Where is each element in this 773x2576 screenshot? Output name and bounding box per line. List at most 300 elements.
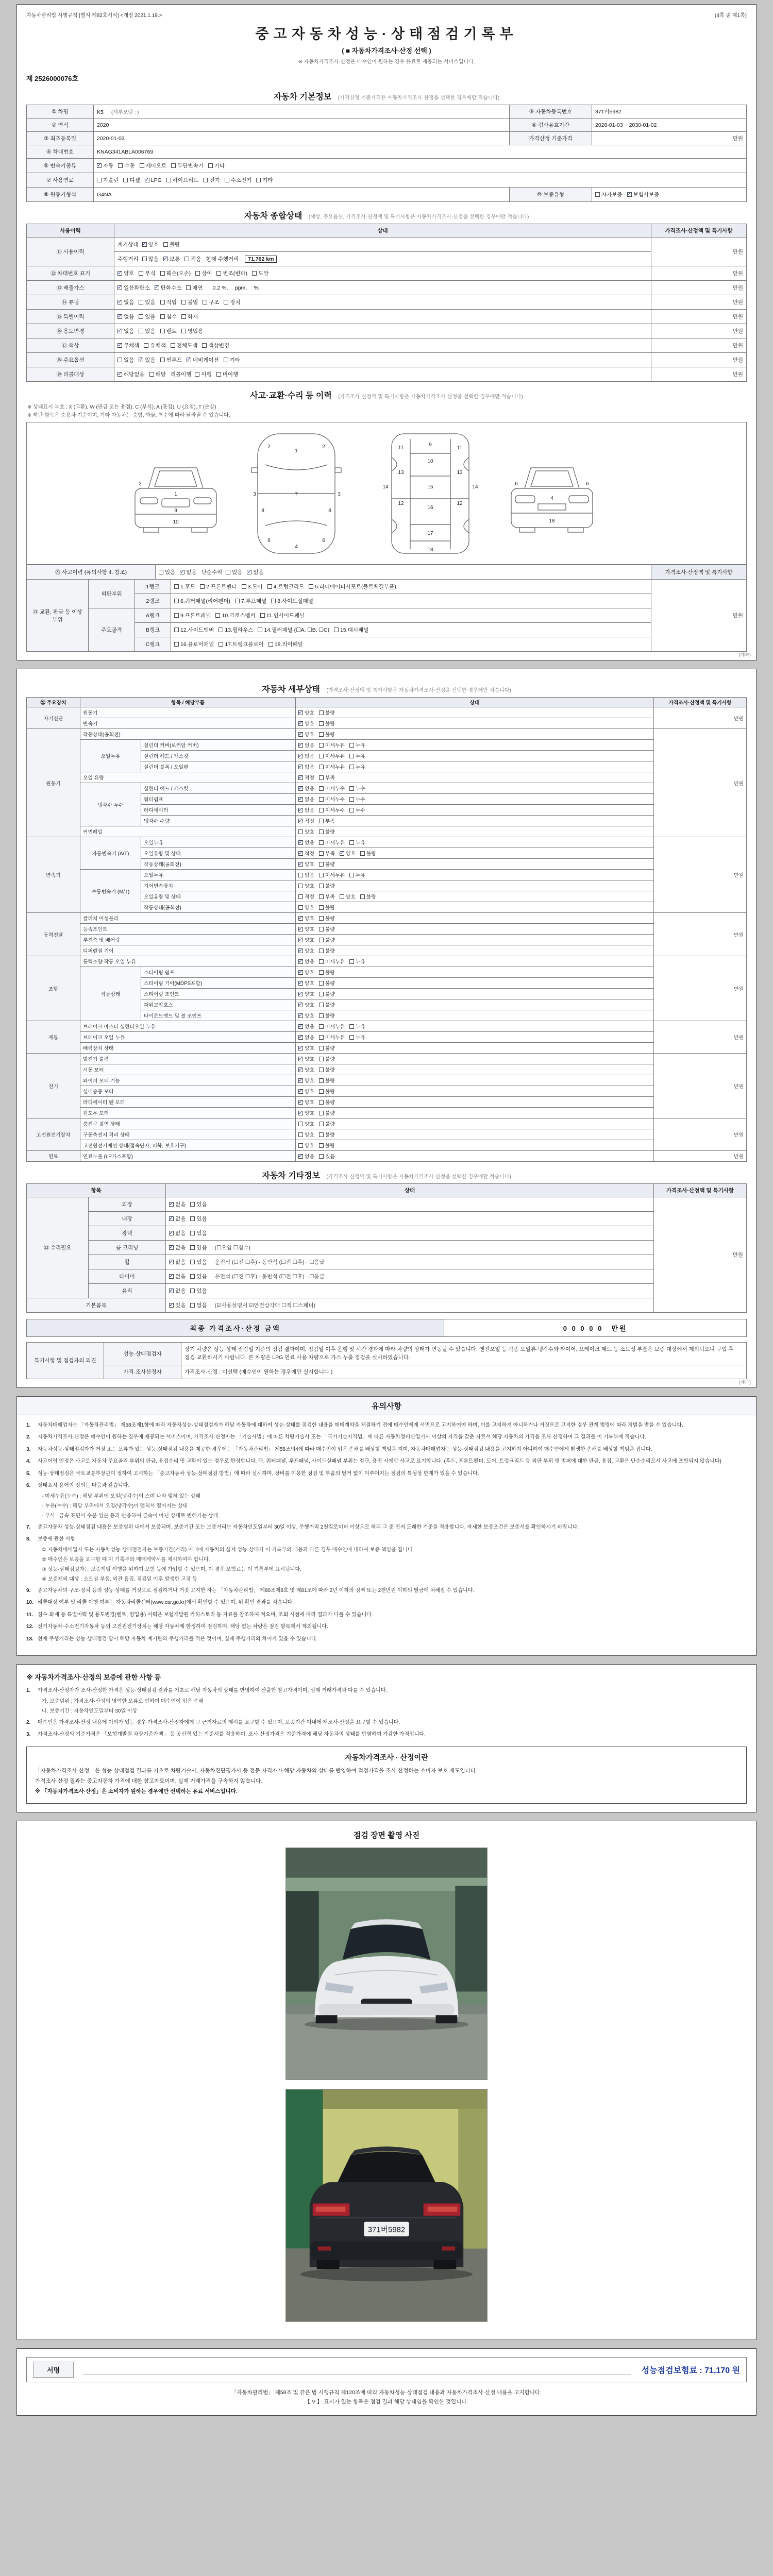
- checkbox-box[interactable]: [174, 613, 179, 618]
- checkbox-box[interactable]: [216, 271, 221, 276]
- checkbox[interactable]: [298, 731, 314, 738]
- checkbox-box[interactable]: [319, 1089, 324, 1094]
- checkbox[interactable]: [298, 741, 314, 749]
- checkbox-box[interactable]: [298, 786, 303, 791]
- checkbox[interactable]: [190, 1215, 207, 1223]
- checkbox[interactable]: [319, 979, 335, 987]
- checkbox[interactable]: [171, 162, 204, 170]
- checkbox-box[interactable]: [298, 1132, 303, 1137]
- checkbox[interactable]: [118, 162, 135, 170]
- checkbox-box[interactable]: [298, 894, 303, 899]
- checkbox-box[interactable]: [298, 1003, 303, 1007]
- checkbox[interactable]: [181, 313, 198, 320]
- checkbox-box[interactable]: [298, 1024, 303, 1029]
- checkbox-box[interactable]: [139, 271, 143, 276]
- checkbox-box[interactable]: [190, 1260, 195, 1264]
- checkbox[interactable]: [319, 741, 345, 749]
- checkbox[interactable]: [190, 1273, 207, 1280]
- checkbox-box[interactable]: [190, 1289, 195, 1293]
- checkbox[interactable]: [319, 1033, 345, 1041]
- checkbox-box[interactable]: [319, 959, 324, 964]
- checkbox-box[interactable]: [163, 242, 168, 247]
- checkbox-box[interactable]: [117, 271, 122, 276]
- checkbox[interactable]: [169, 1229, 186, 1237]
- checkbox[interactable]: [184, 255, 201, 263]
- checkbox-box[interactable]: [117, 372, 122, 377]
- checkbox-box[interactable]: [298, 765, 303, 769]
- checkbox-box[interactable]: [349, 1035, 354, 1040]
- checkbox[interactable]: [319, 763, 345, 770]
- checkbox-box[interactable]: [319, 948, 324, 953]
- checkbox[interactable]: [190, 1258, 207, 1266]
- checkbox-box[interactable]: [142, 257, 147, 261]
- checkbox[interactable]: [298, 763, 314, 770]
- checkbox[interactable]: [298, 1001, 314, 1008]
- checkbox[interactable]: [144, 342, 165, 349]
- checkbox-box[interactable]: [319, 927, 324, 931]
- checkbox[interactable]: [142, 255, 159, 263]
- checkbox-box[interactable]: [298, 938, 303, 942]
- checkbox[interactable]: [216, 370, 238, 378]
- checkbox-box[interactable]: [139, 314, 143, 319]
- checkbox[interactable]: [298, 958, 314, 965]
- checkbox-box[interactable]: [298, 981, 303, 986]
- checkbox[interactable]: [309, 583, 396, 590]
- checkbox[interactable]: [298, 850, 314, 857]
- checkbox-box[interactable]: [319, 992, 324, 996]
- checkbox-box[interactable]: [298, 775, 303, 780]
- checkbox[interactable]: [319, 947, 335, 954]
- checkbox[interactable]: [298, 1120, 314, 1127]
- checkbox[interactable]: [200, 583, 237, 590]
- checkbox[interactable]: [319, 1088, 335, 1095]
- checkbox[interactable]: [190, 1287, 207, 1295]
- checkbox-box[interactable]: [298, 927, 303, 931]
- checkbox[interactable]: [319, 871, 345, 878]
- checkbox[interactable]: [160, 313, 177, 320]
- checkbox-box[interactable]: [319, 743, 324, 748]
- checkbox-box[interactable]: [174, 584, 179, 589]
- checkbox[interactable]: [319, 752, 345, 759]
- checkbox-box[interactable]: [298, 710, 303, 715]
- checkbox[interactable]: [145, 177, 162, 183]
- checkbox[interactable]: [203, 176, 220, 184]
- checkbox[interactable]: [319, 1044, 335, 1052]
- checkbox-box[interactable]: [225, 178, 229, 182]
- checkbox[interactable]: [349, 763, 365, 770]
- checkbox-box[interactable]: [349, 754, 354, 758]
- checkbox[interactable]: [252, 269, 268, 277]
- checkbox-box[interactable]: [319, 1035, 324, 1040]
- checkbox-box[interactable]: [298, 884, 303, 888]
- checkbox[interactable]: [340, 893, 356, 900]
- checkbox-box[interactable]: [349, 840, 354, 845]
- checkbox-box[interactable]: [298, 1035, 303, 1040]
- checkbox[interactable]: [319, 709, 335, 716]
- checkbox-box[interactable]: [319, 765, 324, 769]
- checkbox-box[interactable]: [298, 840, 303, 845]
- checkbox[interactable]: [298, 990, 314, 997]
- checkbox-box[interactable]: [139, 329, 143, 333]
- checkbox[interactable]: [319, 785, 345, 792]
- checkbox[interactable]: [298, 936, 314, 943]
- checkbox[interactable]: [224, 356, 240, 364]
- checkbox-box[interactable]: [160, 329, 165, 333]
- checkbox[interactable]: [174, 626, 214, 634]
- checkbox[interactable]: [298, 882, 314, 889]
- checkbox[interactable]: [319, 1153, 335, 1160]
- checkbox[interactable]: [298, 709, 314, 716]
- checkbox[interactable]: [202, 342, 229, 349]
- checkbox-box[interactable]: [309, 584, 313, 589]
- checkbox[interactable]: [298, 839, 314, 846]
- checkbox[interactable]: [349, 958, 365, 965]
- checkbox-box[interactable]: [271, 599, 276, 603]
- checkbox[interactable]: [298, 1044, 314, 1052]
- checkbox-box[interactable]: [595, 192, 600, 197]
- checkbox[interactable]: [298, 914, 314, 922]
- checkbox-box[interactable]: [298, 732, 303, 737]
- checkbox-box[interactable]: [190, 1303, 195, 1308]
- checkbox[interactable]: [319, 936, 335, 943]
- checkbox-box[interactable]: [226, 570, 230, 574]
- checkbox[interactable]: [174, 583, 195, 590]
- checkbox-box[interactable]: [298, 797, 303, 802]
- signature-field[interactable]: [83, 2364, 631, 2375]
- checkbox[interactable]: [139, 327, 155, 335]
- checkbox[interactable]: [319, 860, 335, 868]
- checkbox[interactable]: [319, 882, 335, 889]
- checkbox-box[interactable]: [319, 754, 324, 758]
- checkbox-box[interactable]: [319, 829, 324, 834]
- checkbox[interactable]: [298, 969, 314, 976]
- checkbox-box[interactable]: [117, 285, 122, 290]
- checkbox-box[interactable]: [187, 358, 191, 362]
- checkbox[interactable]: [160, 356, 182, 364]
- checkbox-box[interactable]: [349, 797, 354, 802]
- checkbox-box[interactable]: [319, 938, 324, 942]
- checkbox[interactable]: [298, 904, 314, 911]
- checkbox-box[interactable]: [319, 808, 324, 812]
- checkbox[interactable]: [117, 342, 139, 349]
- checkbox[interactable]: [319, 1023, 345, 1030]
- checkbox[interactable]: [174, 612, 211, 619]
- checkbox-box[interactable]: [319, 1003, 324, 1007]
- checkbox[interactable]: [169, 1244, 186, 1251]
- checkbox-box[interactable]: [142, 242, 147, 247]
- checkbox-box[interactable]: [298, 1089, 303, 1094]
- checkbox-box[interactable]: [319, 894, 324, 899]
- checkbox-box[interactable]: [319, 916, 324, 921]
- checkbox-box[interactable]: [195, 271, 200, 276]
- checkbox-box[interactable]: [169, 1303, 174, 1308]
- checkbox[interactable]: [160, 298, 177, 306]
- checkbox-box[interactable]: [349, 765, 354, 769]
- checkbox[interactable]: [334, 626, 368, 634]
- checkbox-box[interactable]: [360, 851, 365, 856]
- checkbox-box[interactable]: [139, 358, 143, 362]
- checkbox[interactable]: [208, 162, 225, 170]
- checkbox-box[interactable]: [298, 819, 303, 823]
- checkbox-box[interactable]: [298, 1067, 303, 1072]
- checkbox-box[interactable]: [360, 894, 365, 899]
- checkbox[interactable]: [139, 298, 155, 306]
- checkbox-box[interactable]: [298, 873, 303, 877]
- checkbox[interactable]: [166, 176, 199, 184]
- checkbox[interactable]: [340, 850, 356, 857]
- checkbox[interactable]: [163, 255, 180, 263]
- checkbox-box[interactable]: [340, 894, 344, 899]
- checkbox-box[interactable]: [319, 1143, 324, 1148]
- checkbox-box[interactable]: [349, 1024, 354, 1029]
- checkbox[interactable]: [180, 568, 196, 576]
- checkbox[interactable]: [174, 597, 230, 605]
- checkbox-box[interactable]: [215, 613, 220, 618]
- checkbox-box[interactable]: [349, 873, 354, 877]
- checkbox-box[interactable]: [171, 163, 176, 168]
- checkbox[interactable]: [298, 979, 314, 987]
- checkbox[interactable]: [360, 850, 376, 857]
- checkbox[interactable]: [349, 1033, 365, 1041]
- checkbox-box[interactable]: [319, 721, 324, 726]
- checkbox-box[interactable]: [117, 314, 122, 319]
- checkbox-box[interactable]: [258, 628, 262, 632]
- checkbox[interactable]: [298, 806, 314, 814]
- checkbox-box[interactable]: [190, 1231, 195, 1235]
- checkbox-box[interactable]: [319, 851, 324, 856]
- checkbox-box[interactable]: [319, 732, 324, 737]
- checkbox[interactable]: [319, 1098, 335, 1106]
- checkbox-box[interactable]: [268, 642, 273, 647]
- checkbox[interactable]: [298, 785, 314, 792]
- checkbox-box[interactable]: [200, 584, 205, 589]
- checkbox[interactable]: [319, 893, 335, 900]
- checkbox[interactable]: [298, 1077, 314, 1084]
- checkbox[interactable]: [298, 1088, 314, 1095]
- checkbox[interactable]: [319, 1012, 335, 1019]
- checkbox-box[interactable]: [171, 343, 175, 348]
- checkbox-box[interactable]: [224, 358, 228, 362]
- checkbox-box[interactable]: [298, 1100, 303, 1105]
- checkbox-box[interactable]: [144, 343, 148, 348]
- checkbox-box[interactable]: [256, 178, 261, 182]
- checkbox[interactable]: [169, 1215, 186, 1223]
- checkbox-box[interactable]: [267, 584, 272, 589]
- checkbox-box[interactable]: [117, 343, 122, 348]
- checkbox-box[interactable]: [186, 285, 191, 290]
- checkbox-box[interactable]: [123, 178, 128, 182]
- checkbox[interactable]: [319, 731, 335, 738]
- checkbox-box[interactable]: [184, 257, 189, 261]
- checkbox-box[interactable]: [319, 775, 324, 780]
- checkbox-box[interactable]: [169, 1202, 174, 1207]
- checkbox[interactable]: [298, 1066, 314, 1073]
- checkbox-box[interactable]: [169, 1231, 174, 1235]
- checkbox-box[interactable]: [195, 372, 199, 377]
- checkbox[interactable]: [319, 806, 345, 814]
- checkbox[interactable]: [360, 893, 376, 900]
- checkbox-box[interactable]: [181, 314, 186, 319]
- checkbox[interactable]: [190, 1200, 207, 1208]
- checkbox-box[interactable]: [334, 628, 339, 632]
- checkbox[interactable]: [267, 583, 304, 590]
- checkbox-box[interactable]: [319, 1013, 324, 1018]
- checkbox[interactable]: [160, 269, 191, 277]
- checkbox[interactable]: [319, 795, 345, 803]
- checkbox-box[interactable]: [319, 1067, 324, 1072]
- checkbox-box[interactable]: [97, 178, 102, 182]
- checkbox-box[interactable]: [219, 642, 223, 647]
- checkbox[interactable]: [117, 284, 150, 292]
- checkbox-box[interactable]: [149, 372, 154, 377]
- checkbox[interactable]: [627, 191, 660, 198]
- checkbox[interactable]: [298, 860, 314, 868]
- checkbox-box[interactable]: [174, 628, 179, 632]
- checkbox-box[interactable]: [319, 1122, 324, 1126]
- checkbox[interactable]: [117, 370, 145, 378]
- checkbox-box[interactable]: [247, 570, 251, 574]
- checkbox[interactable]: [319, 817, 335, 824]
- checkbox[interactable]: [190, 1229, 207, 1237]
- checkbox[interactable]: [235, 597, 266, 605]
- checkbox-box[interactable]: [298, 992, 303, 996]
- checkbox[interactable]: [225, 176, 252, 184]
- checkbox-box[interactable]: [224, 300, 228, 304]
- checkbox[interactable]: [169, 1200, 186, 1208]
- checkbox-box[interactable]: [298, 743, 303, 748]
- checkbox[interactable]: [181, 327, 203, 335]
- checkbox[interactable]: [319, 850, 335, 857]
- checkbox[interactable]: [319, 774, 335, 781]
- checkbox[interactable]: [174, 640, 214, 648]
- checkbox[interactable]: [349, 806, 365, 814]
- checkbox[interactable]: [298, 774, 314, 781]
- checkbox-box[interactable]: [298, 1078, 303, 1083]
- checkbox[interactable]: [319, 958, 345, 965]
- checkbox[interactable]: [219, 640, 263, 648]
- checkbox[interactable]: [169, 1287, 186, 1295]
- checkbox[interactable]: [298, 1153, 314, 1160]
- checkbox-box[interactable]: [298, 1122, 303, 1126]
- checkbox-box[interactable]: [181, 300, 186, 304]
- checkbox[interactable]: [242, 583, 263, 590]
- checkbox[interactable]: [319, 828, 335, 835]
- checkbox[interactable]: [319, 839, 345, 846]
- checkbox-box[interactable]: [319, 819, 324, 823]
- checkbox-box[interactable]: [118, 163, 123, 168]
- checkbox-box[interactable]: [319, 1046, 324, 1050]
- checkbox-box[interactable]: [159, 570, 163, 574]
- checkbox-box[interactable]: [219, 628, 223, 632]
- checkbox[interactable]: [298, 720, 314, 727]
- checkbox[interactable]: [203, 298, 219, 306]
- checkbox[interactable]: [349, 785, 365, 792]
- checkbox-box[interactable]: [298, 1046, 303, 1050]
- checkbox-box[interactable]: [349, 959, 354, 964]
- checkbox[interactable]: [298, 947, 314, 954]
- checkbox[interactable]: [319, 914, 335, 922]
- checkbox-box[interactable]: [180, 570, 184, 574]
- checkbox-box[interactable]: [319, 786, 324, 791]
- checkbox-box[interactable]: [169, 1260, 174, 1264]
- checkbox[interactable]: [117, 313, 134, 320]
- checkbox-box[interactable]: [298, 970, 303, 975]
- checkbox[interactable]: [139, 313, 155, 320]
- checkbox[interactable]: [268, 640, 303, 648]
- checkbox[interactable]: [349, 752, 365, 759]
- checkbox[interactable]: [258, 626, 329, 634]
- checkbox[interactable]: [163, 241, 180, 248]
- checkbox-box[interactable]: [160, 314, 165, 319]
- checkbox[interactable]: [187, 356, 219, 364]
- checkbox-box[interactable]: [155, 285, 159, 290]
- checkbox[interactable]: [160, 327, 177, 335]
- checkbox-box[interactable]: [203, 178, 208, 182]
- checkbox-box[interactable]: [174, 599, 179, 603]
- checkbox[interactable]: [181, 298, 198, 306]
- checkbox[interactable]: [155, 284, 182, 292]
- checkbox[interactable]: [224, 298, 240, 306]
- checkbox-box[interactable]: [298, 1154, 303, 1159]
- checkbox-box[interactable]: [298, 959, 303, 964]
- checkbox[interactable]: [117, 298, 134, 306]
- checkbox-box[interactable]: [190, 1202, 195, 1207]
- checkbox[interactable]: [319, 720, 335, 727]
- checkbox-box[interactable]: [319, 862, 324, 867]
- checkbox-box[interactable]: [319, 981, 324, 986]
- checkbox-box[interactable]: [319, 797, 324, 802]
- checkbox-box[interactable]: [319, 905, 324, 910]
- checkbox-box[interactable]: [349, 786, 354, 791]
- checkbox[interactable]: [97, 162, 113, 170]
- checkbox[interactable]: [186, 284, 203, 292]
- checkbox[interactable]: [260, 612, 305, 619]
- checkbox[interactable]: [226, 568, 242, 576]
- checkbox-box[interactable]: [349, 808, 354, 812]
- checkbox-box[interactable]: [117, 300, 122, 304]
- checkbox-box[interactable]: [298, 1143, 303, 1148]
- checkbox-box[interactable]: [298, 808, 303, 812]
- checkbox-box[interactable]: [298, 829, 303, 834]
- checkbox[interactable]: [190, 1244, 207, 1251]
- checkbox[interactable]: [139, 356, 155, 364]
- checkbox-box[interactable]: [260, 613, 265, 618]
- checkbox[interactable]: [349, 795, 365, 803]
- checkbox-box[interactable]: [319, 1132, 324, 1137]
- checkbox[interactable]: [219, 626, 253, 634]
- checkbox-box[interactable]: [319, 1111, 324, 1115]
- checkbox[interactable]: [319, 1131, 335, 1138]
- checkbox-box[interactable]: [166, 178, 171, 182]
- checkbox[interactable]: [215, 612, 255, 619]
- checkbox-box[interactable]: [235, 599, 240, 603]
- checkbox-box[interactable]: [298, 905, 303, 910]
- checkbox[interactable]: [319, 1001, 335, 1008]
- checkbox[interactable]: [298, 817, 314, 824]
- checkbox-box[interactable]: [208, 163, 213, 168]
- checkbox-box[interactable]: [340, 851, 344, 856]
- checkbox-box[interactable]: [349, 743, 354, 748]
- checkbox[interactable]: [298, 1142, 314, 1149]
- checkbox[interactable]: [190, 1301, 207, 1309]
- checkbox-box[interactable]: [97, 163, 102, 168]
- checkbox[interactable]: [216, 269, 247, 277]
- checkbox-box[interactable]: [252, 271, 257, 276]
- checkbox-box[interactable]: [319, 1057, 324, 1061]
- checkbox[interactable]: [298, 828, 314, 835]
- checkbox[interactable]: [256, 176, 273, 184]
- checkbox[interactable]: [298, 1023, 314, 1030]
